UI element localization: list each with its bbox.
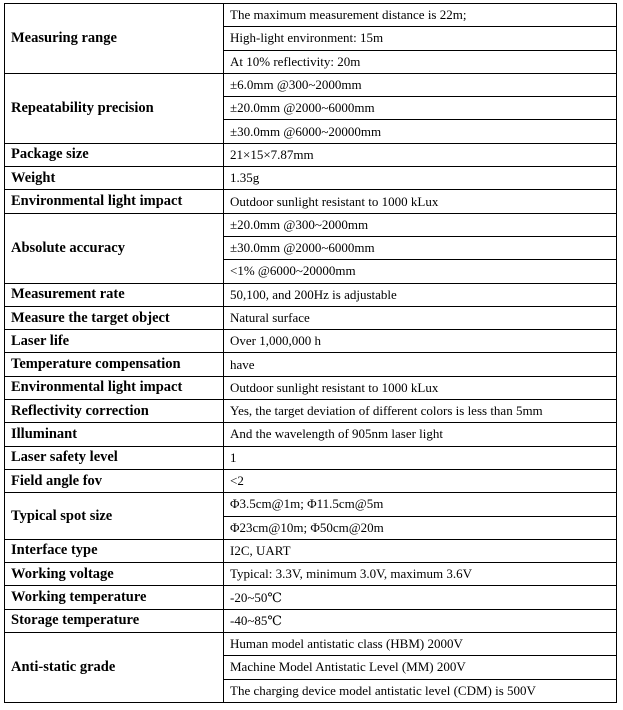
spec-value: ±20.0mm @300~2000mm [224,213,617,236]
table-row [5,400,617,423]
spec-label: Working temperature [5,586,224,609]
spec-value: Yes, the target deviation of different colors is less than 5mm [224,400,617,423]
table-row [5,376,617,399]
spec-value: Over 1,000,000 h [224,330,617,353]
table-row [5,633,617,656]
spec-value: <1% @6000~20000mm [224,260,617,283]
table-row [5,190,617,213]
table-row [5,563,617,586]
table-row [5,330,617,353]
spec-value: ±30.0mm @6000~20000mm [224,120,617,143]
spec-label: Measurement rate [5,283,224,306]
spec-value: ±30.0mm @2000~6000mm [224,236,617,259]
spec-table [4,3,617,703]
spec-label: Environmental light impact [5,376,224,399]
spec-value: Machine Model Antistatic Level (MM) 200V [224,656,617,679]
table-row [5,143,617,166]
spec-label: Illuminant [5,423,224,446]
spec-value: And the wavelength of 905nm laser light [224,423,617,446]
table-row [5,213,617,236]
spec-label: Absolute accuracy [5,213,224,283]
spec-value: Typical: 3.3V, minimum 3.0V, maximum 3.6V [224,563,617,586]
table-row [5,73,617,96]
spec-value: -40~85℃ [224,609,617,632]
spec-value: ±20.0mm @2000~6000mm [224,97,617,120]
spec-value: Human model antistatic class (HBM) 2000V [224,633,617,656]
table-row [5,446,617,469]
spec-value: -20~50℃ [224,586,617,609]
spec-label: Measure the target object [5,306,224,329]
spec-value: The charging device model antistatic level (CDM) is 500V [224,679,617,702]
spec-label: Package size [5,143,224,166]
table-row [5,353,617,376]
spec-value: Outdoor sunlight resistant to 1000 kLux [224,376,617,399]
spec-label: Typical spot size [5,493,224,540]
spec-value: Φ23cm@10m; Φ50cm@20m [224,516,617,539]
spec-value: ±6.0mm @300~2000mm [224,73,617,96]
table-row [5,167,617,190]
spec-value: High-light environment: 15m [224,27,617,50]
spec-value: I2C, UART [224,539,617,562]
table-row [5,469,617,492]
spec-value: <2 [224,469,617,492]
spec-table-body [5,4,617,703]
spec-value: 21×15×7.87mm [224,143,617,166]
table-row [5,423,617,446]
spec-label: Interface type [5,539,224,562]
spec-label: Field angle fov [5,469,224,492]
spec-value: 50,100, and 200Hz is adjustable [224,283,617,306]
spec-label: Anti-static grade [5,633,224,703]
spec-value: Natural surface [224,306,617,329]
spec-value: Φ3.5cm@1m; Φ11.5cm@5m [224,493,617,516]
spec-value: 1.35g [224,167,617,190]
spec-label: Laser life [5,330,224,353]
spec-label: Measuring range [5,4,224,74]
spec-value: 1 [224,446,617,469]
spec-label: Reflectivity correction [5,400,224,423]
spec-label: Environmental light impact [5,190,224,213]
spec-label: Temperature compensation [5,353,224,376]
spec-value: Outdoor sunlight resistant to 1000 kLux [224,190,617,213]
table-row [5,539,617,562]
table-row [5,283,617,306]
spec-label: Weight [5,167,224,190]
table-row [5,609,617,632]
spec-label: Laser safety level [5,446,224,469]
table-row [5,306,617,329]
spec-label: Storage temperature [5,609,224,632]
spec-label: Repeatability precision [5,73,224,143]
table-row [5,586,617,609]
spec-label: Working voltage [5,563,224,586]
table-row [5,493,617,516]
spec-value: At 10% reflectivity: 20m [224,50,617,73]
spec-value: The maximum measurement distance is 22m; [224,4,617,27]
table-row [5,4,617,27]
spec-value: have [224,353,617,376]
